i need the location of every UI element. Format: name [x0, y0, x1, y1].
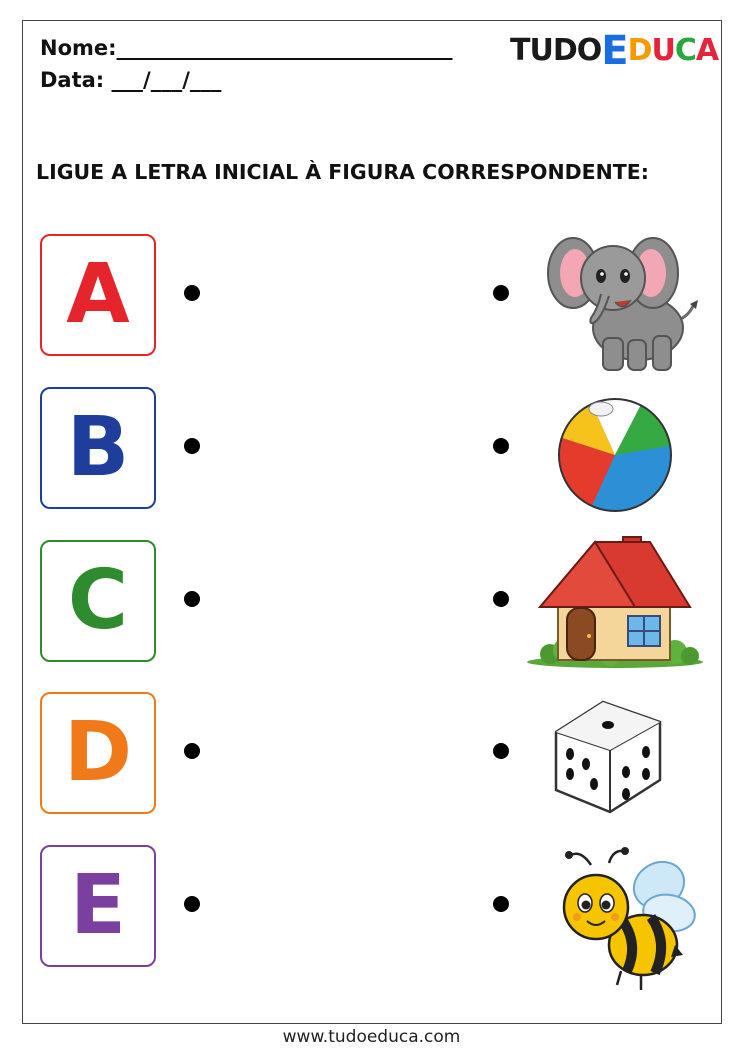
letter-box-a	[40, 234, 156, 356]
letter-a: A	[66, 247, 130, 342]
letter-box-e	[40, 845, 156, 967]
bee-icon	[551, 845, 701, 995]
dice-icon	[548, 692, 668, 822]
letter-b: B	[66, 400, 130, 495]
footer-url[interactable]: www.tudoeduca.com	[282, 1027, 461, 1047]
letter-box-d	[40, 692, 156, 814]
beach-ball-icon	[557, 393, 673, 517]
letter-box-c	[40, 540, 156, 662]
letter-box-b	[40, 387, 156, 509]
right-dot-bee[interactable]	[493, 896, 509, 912]
letter-c: C	[67, 553, 129, 648]
right-dot-ball[interactable]	[493, 438, 509, 454]
date-field-label: Data: ___/___/___	[40, 68, 222, 92]
left-dot-e[interactable]	[184, 896, 200, 912]
letter-e: E	[69, 858, 126, 953]
tudoeduca-logo: TUDOEDUCA	[510, 28, 719, 74]
house-icon	[525, 532, 705, 672]
right-dot-elephant[interactable]	[493, 285, 509, 301]
name-field-label: Nome:________________________________	[40, 36, 453, 60]
left-dot-b[interactable]	[184, 438, 200, 454]
letter-d: D	[63, 705, 133, 800]
left-dot-a[interactable]	[184, 285, 200, 301]
left-dot-c[interactable]	[184, 591, 200, 607]
left-dot-d[interactable]	[184, 743, 200, 759]
right-dot-dice[interactable]	[493, 743, 509, 759]
right-dot-house[interactable]	[493, 591, 509, 607]
instruction-text: LIGUE A LETRA INICIAL À FIGURA CORRESPONDENTE:	[36, 160, 649, 184]
elephant-icon	[543, 228, 705, 378]
